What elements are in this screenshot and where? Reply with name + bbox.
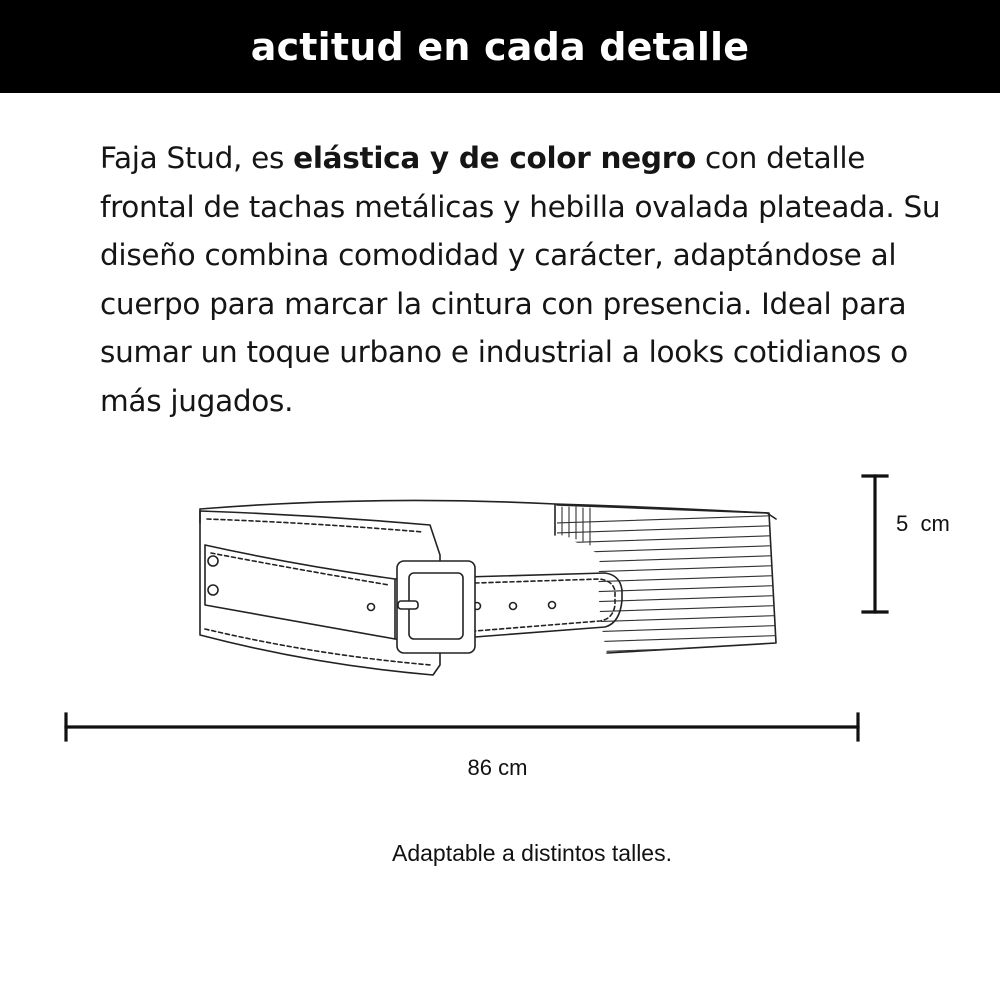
- description-rest: con detalle frontal de tachas metálicas y hebilla ovalada plateada. Su diseño combina comodidad y carácter, adaptándose al cuerpo para marcar la cintura con presencia. Ideal para sumar un toque urbano e industrial a looks cotidianos o más jugados.: [100, 141, 941, 418]
- belt-illustration-icon: [195, 495, 785, 685]
- size-note: Adaptable a distintos talles.: [391, 840, 672, 866]
- width-dimension-bar: [60, 710, 866, 744]
- description-highlight: elástica y de color negro: [293, 141, 696, 175]
- width-label: 86 cm: [467, 755, 528, 780]
- description-lead: Faja Stud, es: [100, 141, 294, 175]
- height-label: 5 cm: [896, 511, 950, 536]
- height-dimension-bar: [858, 472, 892, 617]
- page-title: actitud en cada detalle: [250, 24, 750, 69]
- product-description: [100, 134, 950, 425]
- header-banner: [0, 0, 1000, 93]
